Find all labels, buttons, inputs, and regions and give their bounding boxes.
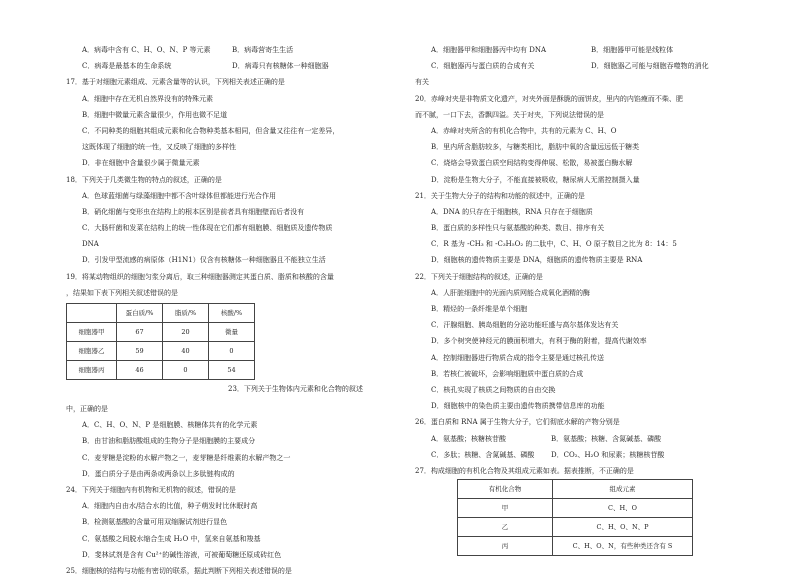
table-cell: 46 (117, 361, 163, 380)
q17-option: B．细胞中微量元素含量很少，作用也微不足道 (82, 110, 228, 119)
option-c: C．病毒是最基本的生命系统 (82, 62, 172, 71)
q20-option: A．赤峰对夹所含的有机化合物中，共有的元素为 C、H、O (431, 126, 617, 135)
option-b: B．细胞器甲可能是线粒体 (591, 46, 674, 54)
q27-stem: 27．构成细胞的有机化合物及其组成元素如表。据表推断，不正确的是 (415, 466, 634, 475)
right-column (415, 42, 735, 556)
q22-stem: 22．下列关于细胞结构的叙述，正确的是 (415, 272, 543, 281)
q24-option: D．斐林试剂是含有 Cu²⁺的碱性溶液，可被葡萄糖还原成砖红色 (82, 550, 282, 559)
table-header-row (458, 480, 693, 499)
q18-option: C．大肠杆菌和发菜在结构上的统一性体现在它们都有细胞膜、细胞质及遗传物质 (82, 224, 333, 233)
q25-options-row-1 (415, 42, 735, 58)
table-row (67, 323, 255, 342)
q20-stem-cont: 而不腻，一口下去，香飘四溢。关于对夹，下列说法错误的是 (415, 110, 604, 119)
q19-stem-cont: ，结果如下表下列相关叙述错误的是 (66, 288, 178, 297)
table-cell: 40 (163, 342, 209, 361)
table-cell: 甲 (458, 499, 553, 518)
q23-option: D．蛋白质分子是由两条或两条以上多肽链构成的 (82, 469, 235, 478)
table-cell: 59 (117, 342, 163, 361)
option-a: A．病毒中含有 C、H、O、N、P 等元素 (82, 46, 211, 54)
table-cell: C、H、O、N、P (553, 518, 693, 537)
q23-stem: 23．下列关于生物体内元素和化合物的叙述 (228, 385, 363, 393)
q25-option: C．核孔实现了核质之间物质的自由交换 (431, 385, 556, 394)
q21-option: A．DNA 的只存在于细胞核，RNA 只存在于细胞质 (431, 207, 593, 216)
q26-stem: 26．蛋白质和 RNA 属于生物大分子，它们彻底水解的产物分别是 (415, 418, 620, 427)
q21-option: B．蛋白质的多样性只与氨基酸的种类、数目、排序有关 (431, 224, 605, 233)
table-cell: 细胞器乙 (67, 342, 117, 361)
table-row (458, 518, 693, 537)
option-c: C．细胞器丙与蛋白质的合成有关 (431, 62, 535, 71)
table-row (458, 499, 693, 518)
q24-option: C．氨基酸之间脱水缩合生成 H₂O 中，氢来自氨基和羧基 (82, 534, 261, 543)
q24-option: A．细胞内自由水/结合水的比值，种子萌发时比休眠时高 (82, 502, 258, 511)
q16-options-row-2 (66, 58, 402, 74)
q18-option: A．色球蓝细菌与绿藻细胞中都不含叶绿体但都能进行光合作用 (82, 191, 277, 200)
table-cell: 20 (163, 323, 209, 342)
option-d-cont: 有关 (415, 78, 429, 87)
table-cell: 67 (117, 323, 163, 342)
q18-option-cont: DNA (82, 240, 99, 249)
q21-option: C．R 基为 -CH₃ 和 -C₃H₅O₂ 的二肽中，C、H、O 原子数目之比为 8：14：5 (431, 240, 677, 249)
q17-stem: 17．基于对细胞元素组成、元素含量等的认识，下列相关表述正确的是 (66, 78, 285, 87)
q21-option: D．细胞核的遗传物质主要是 DNA，细胞质的遗传物质主要是 RNA (431, 256, 643, 265)
q25-option: B．若核仁被破坏，会影响细胞质中蛋白质的合成 (431, 369, 584, 378)
option-b: B．氨基酸；核糖、含氮碱基、磷酸 (551, 434, 662, 443)
table-header-cell: 蛋白质/% (117, 304, 163, 323)
q19-table-block (66, 301, 402, 401)
q25-stem: 25．细胞核的结构与功能有密切的联系，据此判断下列相关表述错误的是 (66, 566, 292, 575)
table-cell: 微量 (209, 323, 255, 342)
q23-option: C．麦芽糖是淀粉的水解产物之一，麦芽糖是纤维素的水解产物之一 (82, 453, 291, 462)
q20-option: B．里内所含脂肪较多，与糖类相比，脂肪中氧的含量远远低于糖类 (431, 143, 640, 152)
q21-stem: 21．关于生物大分子的结构和功能的叙述中，正确的是 (415, 191, 585, 200)
q20-option: D．淀粉是生物大分子，不能直接被吸收，糖尿病人无需控制摄入量 (431, 175, 640, 184)
table-cell: 细胞器甲 (67, 323, 117, 342)
table-cell: C、H、O、N，有些种类还含有 S (553, 537, 693, 556)
compound-table (457, 479, 693, 556)
q25-option: D．细胞核中的染色质主要由遗传物质携带信息库的功能 (431, 402, 605, 411)
table-cell: 乙 (458, 518, 553, 537)
q18-option: D．引发甲型流感的病原体（H1N1）仅含有核糖体一种细胞器且不能独立生活 (82, 256, 326, 265)
q18-stem: 18．下列关于几类微生物的特点的叙述，正确的是 (66, 175, 222, 184)
option-c: C．多肽；核糖、含氮碱基、磷酸 (431, 450, 535, 459)
left-column (66, 42, 402, 579)
table-cell: 细胞器丙 (67, 361, 117, 380)
table-header-cell: 脂质/% (163, 304, 209, 323)
q26-options-row-2 (415, 447, 735, 463)
table-header-cell: 有机化合物 (458, 480, 553, 499)
table-header-cell: 核酸/% (209, 304, 255, 323)
q17-option: A．细胞中存在无机自然界没有的特殊元素 (82, 94, 214, 103)
q22-option: C．汗腺细胞、胰岛细胞的分泌功能旺盛与高尔基体发达有关 (431, 321, 619, 330)
table-row (67, 342, 255, 361)
table-cell: 0 (163, 361, 209, 380)
option-a: A．细胞器甲和细胞器丙中均有 DNA (431, 46, 547, 54)
q16-options-row-1 (66, 42, 402, 58)
q19-stem: 19．将某动物组织的细胞匀浆分离后，取三种细胞器测定其蛋白质、脂质和核酸的含量 (66, 272, 334, 281)
q24-option: B．检测氨基酸的含量可用双缩脲试剂进行显色 (82, 518, 228, 527)
organelle-table (66, 303, 255, 380)
q25-option: A．控制细胞器进行物质合成的指令主要是通过核孔传送 (431, 353, 605, 362)
q23-option: B．由甘油和脂肪酸组成的生物分子是细胞膜的主要成分 (82, 437, 256, 446)
option-d: D．CO₂、H₂O 和尿素；核糖核苷酸 (551, 450, 665, 459)
table-cell: C、H、O (553, 499, 693, 518)
q17-option: D．非在细胞中含量很少属于微量元素 (82, 159, 200, 168)
table-header-cell: 组成元素 (553, 480, 693, 499)
q20-stem: 20．赤峰对夹是非物质文化遗产，对夹外面是酥脆的面饼皮，里内的内馅瘦而不柴、肥 (415, 94, 683, 103)
q22-option: A．人肝脏细胞中的光面内质网能合成氧化酒精的酶 (431, 288, 591, 297)
q17-option-cont: 这既体现了细胞的统一性，又反映了细胞的多样性 (82, 143, 236, 152)
option-b: B．病毒营寄生生活 (232, 46, 294, 54)
q23-stem-cont: 中，正确的是 (66, 405, 108, 413)
table-header-cell (67, 304, 117, 323)
q18-option: B．硝化细菌与变形虫在结构上的根本区别是前者具有细胞壁而后者没有 (82, 207, 305, 216)
table-row (458, 537, 693, 556)
table-row (67, 361, 255, 380)
table-cell: 丙 (458, 537, 553, 556)
q17-option: C．不同种类的细胞其组成元素和化合物种类基本相同，但含量又往往有一定差异， (82, 126, 340, 135)
q26-options-row-1 (415, 431, 735, 447)
option-a: A．氨基酸；核糖核苷酸 (431, 434, 507, 443)
q25-options-row-2 (415, 58, 735, 74)
q20-option: C．烧烙会导致蛋白质空间结构变得伸展、松散，易被蛋白酶水解 (431, 159, 633, 168)
q22-option: D．多个树突使神经元的膜面积增大，有利于酶的附着，提高代谢效率 (431, 337, 647, 346)
table-cell: 0 (209, 342, 255, 361)
q23-option: A．C、H、O、N、P 是细胞膜、核糖体共有的化学元素 (82, 421, 258, 430)
q24-stem: 24．下列关于细胞内有机物和无机物的叙述，错误的是 (66, 485, 236, 494)
option-d: D．细胞器乙可能与细胞吞噬物的消化 (591, 62, 709, 71)
table-cell: 54 (209, 361, 255, 380)
q22-option: B．精烃的一条纤维是单个细胞 (431, 305, 528, 313)
table-header-row (67, 304, 255, 323)
option-d: D．病毒只有核糖体一种细胞器 (232, 62, 329, 71)
